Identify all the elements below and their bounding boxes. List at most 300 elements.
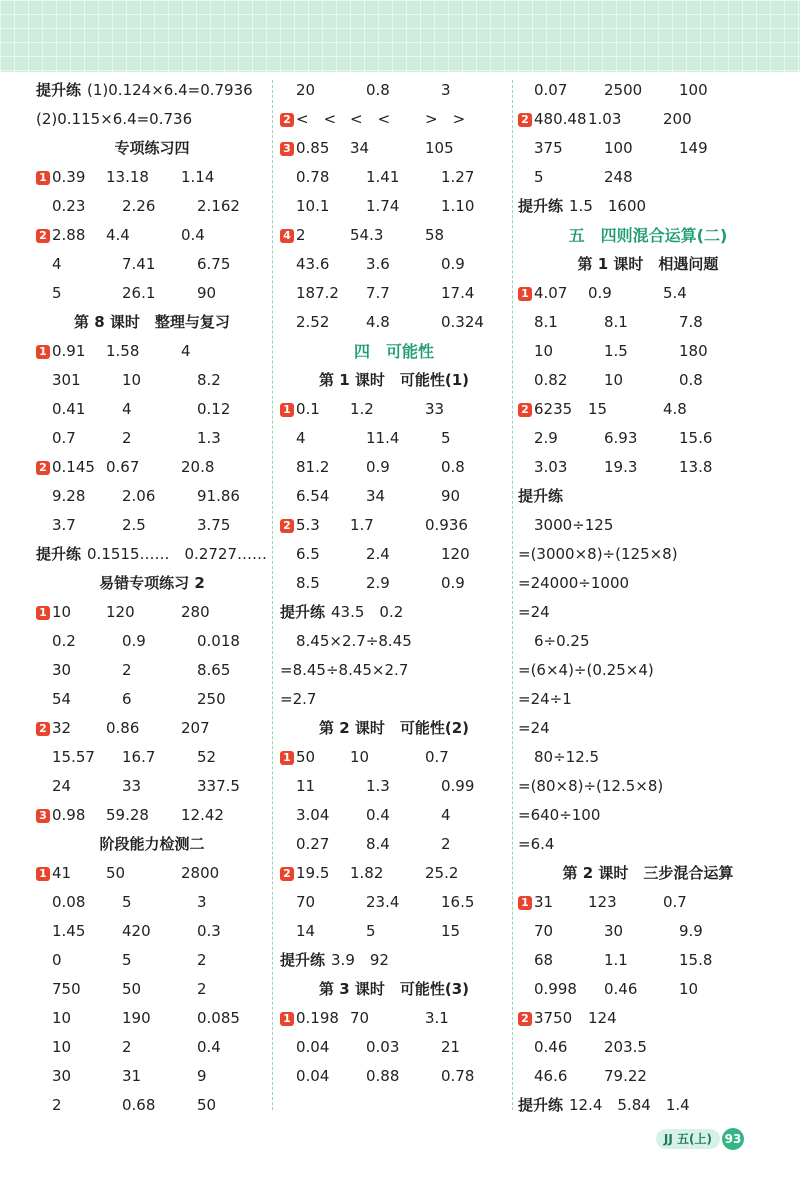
- practice-answer: 3.9 92: [331, 951, 389, 969]
- answer-row: [36, 946, 268, 975]
- answer-column-2: [280, 76, 508, 1116]
- lesson-heading: [518, 250, 778, 279]
- answer-row: [36, 221, 268, 250]
- answer-cell: 11: [296, 777, 316, 795]
- question-number-badge: 1: [36, 345, 50, 359]
- answer-cell: 79.22: [604, 1067, 647, 1085]
- answer-cell: 16.7: [122, 748, 156, 766]
- answer-cell: 8.1: [534, 313, 558, 331]
- answer-row: [36, 975, 268, 1004]
- answer-cell: 2: [122, 429, 132, 447]
- answer-cell: 12.42: [181, 806, 224, 824]
- answer-row: [280, 134, 508, 163]
- answer-cell: 10.1: [296, 197, 330, 215]
- lesson-heading: [36, 308, 268, 337]
- answer-cell: 0.324: [441, 313, 484, 331]
- answer-cell: 0.67: [106, 458, 140, 476]
- answer-text: =24: [518, 719, 550, 737]
- practice-line: [518, 482, 778, 511]
- answer-cell: 1.82: [350, 864, 384, 882]
- answer-cell: 30: [52, 661, 72, 679]
- answer-cell: 250: [197, 690, 226, 708]
- practice-line: [518, 1091, 778, 1120]
- answer-cell: 0.39: [52, 168, 86, 186]
- answer-cell: 187.2: [296, 284, 339, 302]
- answer-cell: 0.4: [366, 806, 390, 824]
- answer-cell: 0.03: [366, 1038, 400, 1056]
- practice-label: 提升练: [518, 197, 564, 215]
- answer-cell: 420: [122, 922, 151, 940]
- answer-cell: 0.88: [366, 1067, 400, 1085]
- answer-row: [36, 163, 268, 192]
- answer-row: [36, 917, 268, 946]
- answer-cell: 81.2: [296, 458, 330, 476]
- answer-cell: 105: [425, 139, 454, 157]
- answer-cell: 9.28: [52, 487, 86, 505]
- text-line: [280, 685, 508, 714]
- answer-text: =24: [518, 603, 550, 621]
- answer-cell: 0.98: [52, 806, 86, 824]
- text-line: [518, 511, 778, 540]
- question-number-badge: 2: [518, 403, 532, 417]
- answer-cell: 19.5: [296, 864, 330, 882]
- answer-row: [518, 917, 778, 946]
- lesson-heading: [36, 569, 268, 598]
- answer-cell: 52: [197, 748, 217, 766]
- lesson-title: 第 2 课时 三步混合运算: [562, 864, 734, 882]
- lesson-title: 第 1 课时 相遇问题: [577, 255, 719, 273]
- text-line: [518, 598, 778, 627]
- answer-cell: 70: [350, 1009, 370, 1027]
- answer-row: [280, 830, 508, 859]
- question-number-badge: 1: [518, 287, 532, 301]
- answer-cell: 2: [197, 951, 207, 969]
- answer-cell: 180: [679, 342, 708, 360]
- answer-cell: 1.7: [350, 516, 374, 534]
- answer-cell: 1.41: [366, 168, 400, 186]
- answer-text: (2)0.115×6.4=0.736: [36, 110, 193, 128]
- answer-cell: < <: [350, 110, 391, 128]
- answer-row: [280, 888, 508, 917]
- answer-row: [518, 163, 778, 192]
- question-number-badge: 2: [36, 461, 50, 475]
- answer-cell: 33: [425, 400, 445, 418]
- answer-cell: 0.9: [588, 284, 612, 302]
- practice-line: [518, 192, 778, 221]
- answer-cell: 5: [441, 429, 451, 447]
- lesson-heading: [280, 975, 508, 1004]
- text-line: [518, 743, 778, 772]
- answer-cell: 0.7: [52, 429, 76, 447]
- answer-cell: 2: [441, 835, 451, 853]
- answer-cell: 3.7: [52, 516, 76, 534]
- answer-cell: 2.5: [122, 516, 146, 534]
- answer-cell: 41: [52, 864, 72, 882]
- answer-row: [36, 1091, 268, 1120]
- answer-cell: 4.07: [534, 284, 568, 302]
- answer-cell: 124: [588, 1009, 617, 1027]
- answer-cell: 4.4: [106, 226, 130, 244]
- answer-text: 3000÷125: [534, 516, 614, 534]
- answer-row: [36, 453, 268, 482]
- answer-cell: 0.07: [534, 81, 568, 99]
- answer-cell: 0.8: [441, 458, 465, 476]
- answer-cell: 3.03: [534, 458, 568, 476]
- answer-cell: 19.3: [604, 458, 638, 476]
- answer-cell: 0.27: [296, 835, 330, 853]
- answer-cell: 3.75: [197, 516, 231, 534]
- practice-line: [36, 540, 268, 569]
- answer-row: [280, 250, 508, 279]
- answer-cell: 25.2: [425, 864, 459, 882]
- answer-cell: 50: [106, 864, 126, 882]
- answer-cell: 0.41: [52, 400, 86, 418]
- answer-cell: 13.8: [679, 458, 713, 476]
- lesson-heading: [518, 859, 778, 888]
- answer-row: [280, 482, 508, 511]
- answer-cell: 2.26: [122, 197, 156, 215]
- answer-cell: 26.1: [122, 284, 156, 302]
- answer-cell: 43.6: [296, 255, 330, 273]
- answer-cell: 0.9: [441, 574, 465, 592]
- answer-cell: 100: [679, 81, 708, 99]
- answer-cell: 70: [534, 922, 554, 940]
- answer-text: =(3000×8)÷(125×8): [518, 545, 678, 563]
- answer-cell: 4: [52, 255, 62, 273]
- answer-cell: 1.5: [604, 342, 628, 360]
- answer-cell: 3.6: [366, 255, 390, 273]
- answer-row: [280, 279, 508, 308]
- answer-cell: 2: [122, 661, 132, 679]
- answer-cell: 32: [52, 719, 72, 737]
- answer-cell: 10: [52, 603, 72, 621]
- question-number-badge: 2: [36, 229, 50, 243]
- answer-cell: 5.3: [296, 516, 320, 534]
- answer-cell: 0.7: [425, 748, 449, 766]
- answer-cell: 33: [122, 777, 142, 795]
- answer-cell: 31: [534, 893, 554, 911]
- answer-cell: 337.5: [197, 777, 240, 795]
- answer-cell: 120: [441, 545, 470, 563]
- answer-row: [36, 1004, 268, 1033]
- answer-cell: 0.78: [296, 168, 330, 186]
- answer-cell: 15: [588, 400, 608, 418]
- lesson-title: 第 1 课时 可能性(1): [318, 371, 470, 389]
- answer-cell: 0.9: [441, 255, 465, 273]
- lesson-title: 专项练习四: [114, 139, 190, 157]
- answer-column-3: [518, 76, 778, 1116]
- answer-row: [280, 76, 508, 105]
- answer-cell: 10: [679, 980, 699, 998]
- answer-column-1: [36, 76, 268, 1116]
- answer-row: [518, 279, 778, 308]
- answer-cell: 58: [425, 226, 445, 244]
- answer-cell: 54.3: [350, 226, 384, 244]
- answer-row: [280, 424, 508, 453]
- answer-text: 8.45×2.7÷8.45: [296, 632, 412, 650]
- column-divider: [272, 80, 273, 1110]
- practice-line: [280, 946, 508, 975]
- answer-row: [280, 1062, 508, 1091]
- answer-cell: 4.8: [663, 400, 687, 418]
- answer-cell: 0.9: [366, 458, 390, 476]
- answer-cell: 301: [52, 371, 81, 389]
- answer-cell: < <: [296, 110, 337, 128]
- answer-cell: 0.4: [197, 1038, 221, 1056]
- answer-cell: 10: [604, 371, 624, 389]
- answer-cell: 10: [52, 1009, 72, 1027]
- answer-cell: 13.18: [106, 168, 149, 186]
- practice-label: 提升练: [280, 951, 326, 969]
- answer-cell: 0.018: [197, 632, 240, 650]
- answer-cell: 0.7: [663, 893, 687, 911]
- answer-text: =(6×4)÷(0.25×4): [518, 661, 654, 679]
- text-line: [518, 714, 778, 743]
- question-number-badge: 2: [518, 113, 532, 127]
- answer-row: [36, 685, 268, 714]
- unit-heading: [518, 221, 778, 250]
- answer-cell: 0.9: [122, 632, 146, 650]
- answer-cell: 6.93: [604, 429, 638, 447]
- answer-cell: 6235: [534, 400, 573, 418]
- answer-cell: 9: [197, 1067, 207, 1085]
- answer-cell: 8.2: [197, 371, 221, 389]
- answer-cell: 5: [534, 168, 544, 186]
- question-number-badge: 3: [36, 809, 50, 823]
- answer-text: =(80×8)÷(12.5×8): [518, 777, 664, 795]
- answer-row: [280, 105, 508, 134]
- answer-row: [518, 134, 778, 163]
- answer-cell: 0.198: [296, 1009, 339, 1027]
- answer-row: [36, 772, 268, 801]
- lesson-title: 第 3 课时 可能性(3): [318, 980, 470, 998]
- answer-cell: 0.998: [534, 980, 577, 998]
- answer-row: [280, 1004, 508, 1033]
- answer-cell: 0.46: [604, 980, 638, 998]
- answer-cell: 0.145: [52, 458, 95, 476]
- practice-answer: 0.1515…… 0.2727……: [87, 545, 267, 563]
- answer-cell: 190: [122, 1009, 151, 1027]
- answer-cell: 7.41: [122, 255, 156, 273]
- text-line: [36, 105, 268, 134]
- answer-cell: 11.4: [366, 429, 400, 447]
- answer-row: [518, 395, 778, 424]
- answer-cell: 0.23: [52, 197, 86, 215]
- answer-row: [280, 540, 508, 569]
- answer-cell: 10: [122, 371, 142, 389]
- answer-row: [280, 569, 508, 598]
- answer-row: [36, 250, 268, 279]
- answer-cell: 34: [350, 139, 370, 157]
- answer-row: [36, 714, 268, 743]
- answer-cell: 3: [197, 893, 207, 911]
- answer-cell: 2800: [181, 864, 220, 882]
- answer-row: [280, 453, 508, 482]
- answer-cell: 149: [679, 139, 708, 157]
- answer-cell: 0.86: [106, 719, 140, 737]
- answer-cell: 30: [604, 922, 624, 940]
- answer-cell: 1.03: [588, 110, 622, 128]
- answer-cell: 0.936: [425, 516, 468, 534]
- answer-cell: 6.75: [197, 255, 231, 273]
- answer-cell: 120: [106, 603, 135, 621]
- answer-row: [36, 337, 268, 366]
- unit-heading: [280, 337, 508, 366]
- answer-cell: 0.8: [679, 371, 703, 389]
- answer-cell: 100: [604, 139, 633, 157]
- answer-cell: 50: [197, 1096, 217, 1114]
- answer-cell: 17.4: [441, 284, 475, 302]
- answer-cell: 203.5: [604, 1038, 647, 1056]
- answer-row: [518, 337, 778, 366]
- answer-row: [518, 1004, 778, 1033]
- answer-cell: 1.1: [604, 951, 628, 969]
- answer-cell: 30: [52, 1067, 72, 1085]
- answer-text: =2.7: [280, 690, 317, 708]
- answer-cell: 2.9: [366, 574, 390, 592]
- lesson-title: 第 2 课时 可能性(2): [318, 719, 470, 737]
- answer-row: [518, 1033, 778, 1062]
- answer-cell: 0.68: [122, 1096, 156, 1114]
- answer-row: [280, 163, 508, 192]
- answer-row: [518, 308, 778, 337]
- text-line: [518, 830, 778, 859]
- header-grid-band: [0, 0, 800, 72]
- answer-cell: 5.4: [663, 284, 687, 302]
- answer-cell: 15.57: [52, 748, 95, 766]
- page-footer: [656, 1128, 744, 1150]
- question-number-badge: 1: [280, 403, 294, 417]
- practice-answer: 43.5 0.2: [331, 603, 404, 621]
- question-number-badge: 1: [36, 171, 50, 185]
- answer-cell: 2.06: [122, 487, 156, 505]
- answer-cell: 9.9: [679, 922, 703, 940]
- text-line: [518, 569, 778, 598]
- answer-cell: 2.88: [52, 226, 86, 244]
- answer-cell: 0.2: [52, 632, 76, 650]
- answer-cell: 0.04: [296, 1038, 330, 1056]
- question-number-badge: 2: [280, 113, 294, 127]
- answer-text: =24000÷1000: [518, 574, 630, 592]
- answer-row: [518, 453, 778, 482]
- answer-row: [36, 511, 268, 540]
- answer-row: [36, 656, 268, 685]
- text-line: [518, 627, 778, 656]
- answer-cell: 54: [52, 690, 72, 708]
- lesson-heading: [280, 714, 508, 743]
- answer-cell: 1.3: [197, 429, 221, 447]
- answer-cell: 0.85: [296, 139, 330, 157]
- answer-cell: 5: [122, 893, 132, 911]
- answer-cell: 4.8: [366, 313, 390, 331]
- answer-row: [36, 801, 268, 830]
- answer-cell: 5: [366, 922, 376, 940]
- answer-cell: 0.99: [441, 777, 475, 795]
- question-number-badge: 1: [518, 896, 532, 910]
- practice-label: 提升练: [518, 487, 564, 505]
- answer-row: [280, 917, 508, 946]
- answer-row: [36, 1033, 268, 1062]
- answer-row: [280, 772, 508, 801]
- answer-text: =24÷1: [518, 690, 572, 708]
- lesson-heading: [36, 830, 268, 859]
- answer-cell: 46.6: [534, 1067, 568, 1085]
- answer-cell: 6.54: [296, 487, 330, 505]
- answer-row: [280, 743, 508, 772]
- answer-cell: 4: [296, 429, 306, 447]
- answer-cell: 2.162: [197, 197, 240, 215]
- lesson-title: 第 8 课时 整理与复习: [74, 313, 230, 331]
- text-line: [280, 627, 508, 656]
- answer-cell: 21: [441, 1038, 461, 1056]
- practice-label: 提升练: [518, 1096, 564, 1114]
- answer-cell: 0.82: [534, 371, 568, 389]
- practice-answer: 1.5 1600: [569, 197, 647, 215]
- answer-text: =6.4: [518, 835, 555, 853]
- answer-row: [280, 192, 508, 221]
- answer-cell: 14: [296, 922, 316, 940]
- answer-cell: 4: [181, 342, 191, 360]
- answer-cell: 3: [441, 81, 451, 99]
- answer-cell: 0.78: [441, 1067, 475, 1085]
- answer-row: [518, 366, 778, 395]
- page-number: 93: [722, 1128, 744, 1150]
- answer-cell: 24: [52, 777, 72, 795]
- answer-cell: 1.2: [350, 400, 374, 418]
- practice-answer: 12.4 5.84 1.4: [569, 1096, 690, 1114]
- answer-cell: 0.1: [296, 400, 320, 418]
- answer-cell: 3.04: [296, 806, 330, 824]
- unit-title: 五 四则混合运算(二): [568, 226, 728, 245]
- answer-cell: 5: [52, 284, 62, 302]
- answer-row: [280, 395, 508, 424]
- answer-text: 80÷12.5: [534, 748, 600, 766]
- answer-cell: 7.8: [679, 313, 703, 331]
- answer-cell: 3.1: [425, 1009, 449, 1027]
- answer-cell: 2500: [604, 81, 643, 99]
- question-number-badge: 1: [36, 606, 50, 620]
- answer-cell: 20: [296, 81, 316, 99]
- practice-label: 提升练: [36, 545, 82, 563]
- answer-cell: 31: [122, 1067, 142, 1085]
- answer-cell: 2.52: [296, 313, 330, 331]
- answer-row: [36, 1062, 268, 1091]
- question-number-badge: 1: [280, 1012, 294, 1026]
- question-number-badge: 2: [518, 1012, 532, 1026]
- answer-cell: 0.91: [52, 342, 86, 360]
- answer-row: [36, 279, 268, 308]
- answer-cell: 248: [604, 168, 633, 186]
- answer-cell: 34: [366, 487, 386, 505]
- answer-row: [518, 105, 778, 134]
- answer-cell: 1.10: [441, 197, 475, 215]
- answer-cell: 6: [122, 690, 132, 708]
- text-line: [518, 656, 778, 685]
- answer-cell: 0: [52, 951, 62, 969]
- answer-text: =640÷100: [518, 806, 601, 824]
- answer-row: [280, 859, 508, 888]
- answer-row: [518, 975, 778, 1004]
- answer-row: [36, 627, 268, 656]
- answer-cell: 2.9: [534, 429, 558, 447]
- practice-label: 提升练: [36, 81, 82, 99]
- answer-cell: 10: [534, 342, 554, 360]
- answer-cell: 0.46: [534, 1038, 568, 1056]
- answer-cell: 15.8: [679, 951, 713, 969]
- lesson-heading: [280, 366, 508, 395]
- answer-cell: 68: [534, 951, 554, 969]
- answer-cell: 90: [441, 487, 461, 505]
